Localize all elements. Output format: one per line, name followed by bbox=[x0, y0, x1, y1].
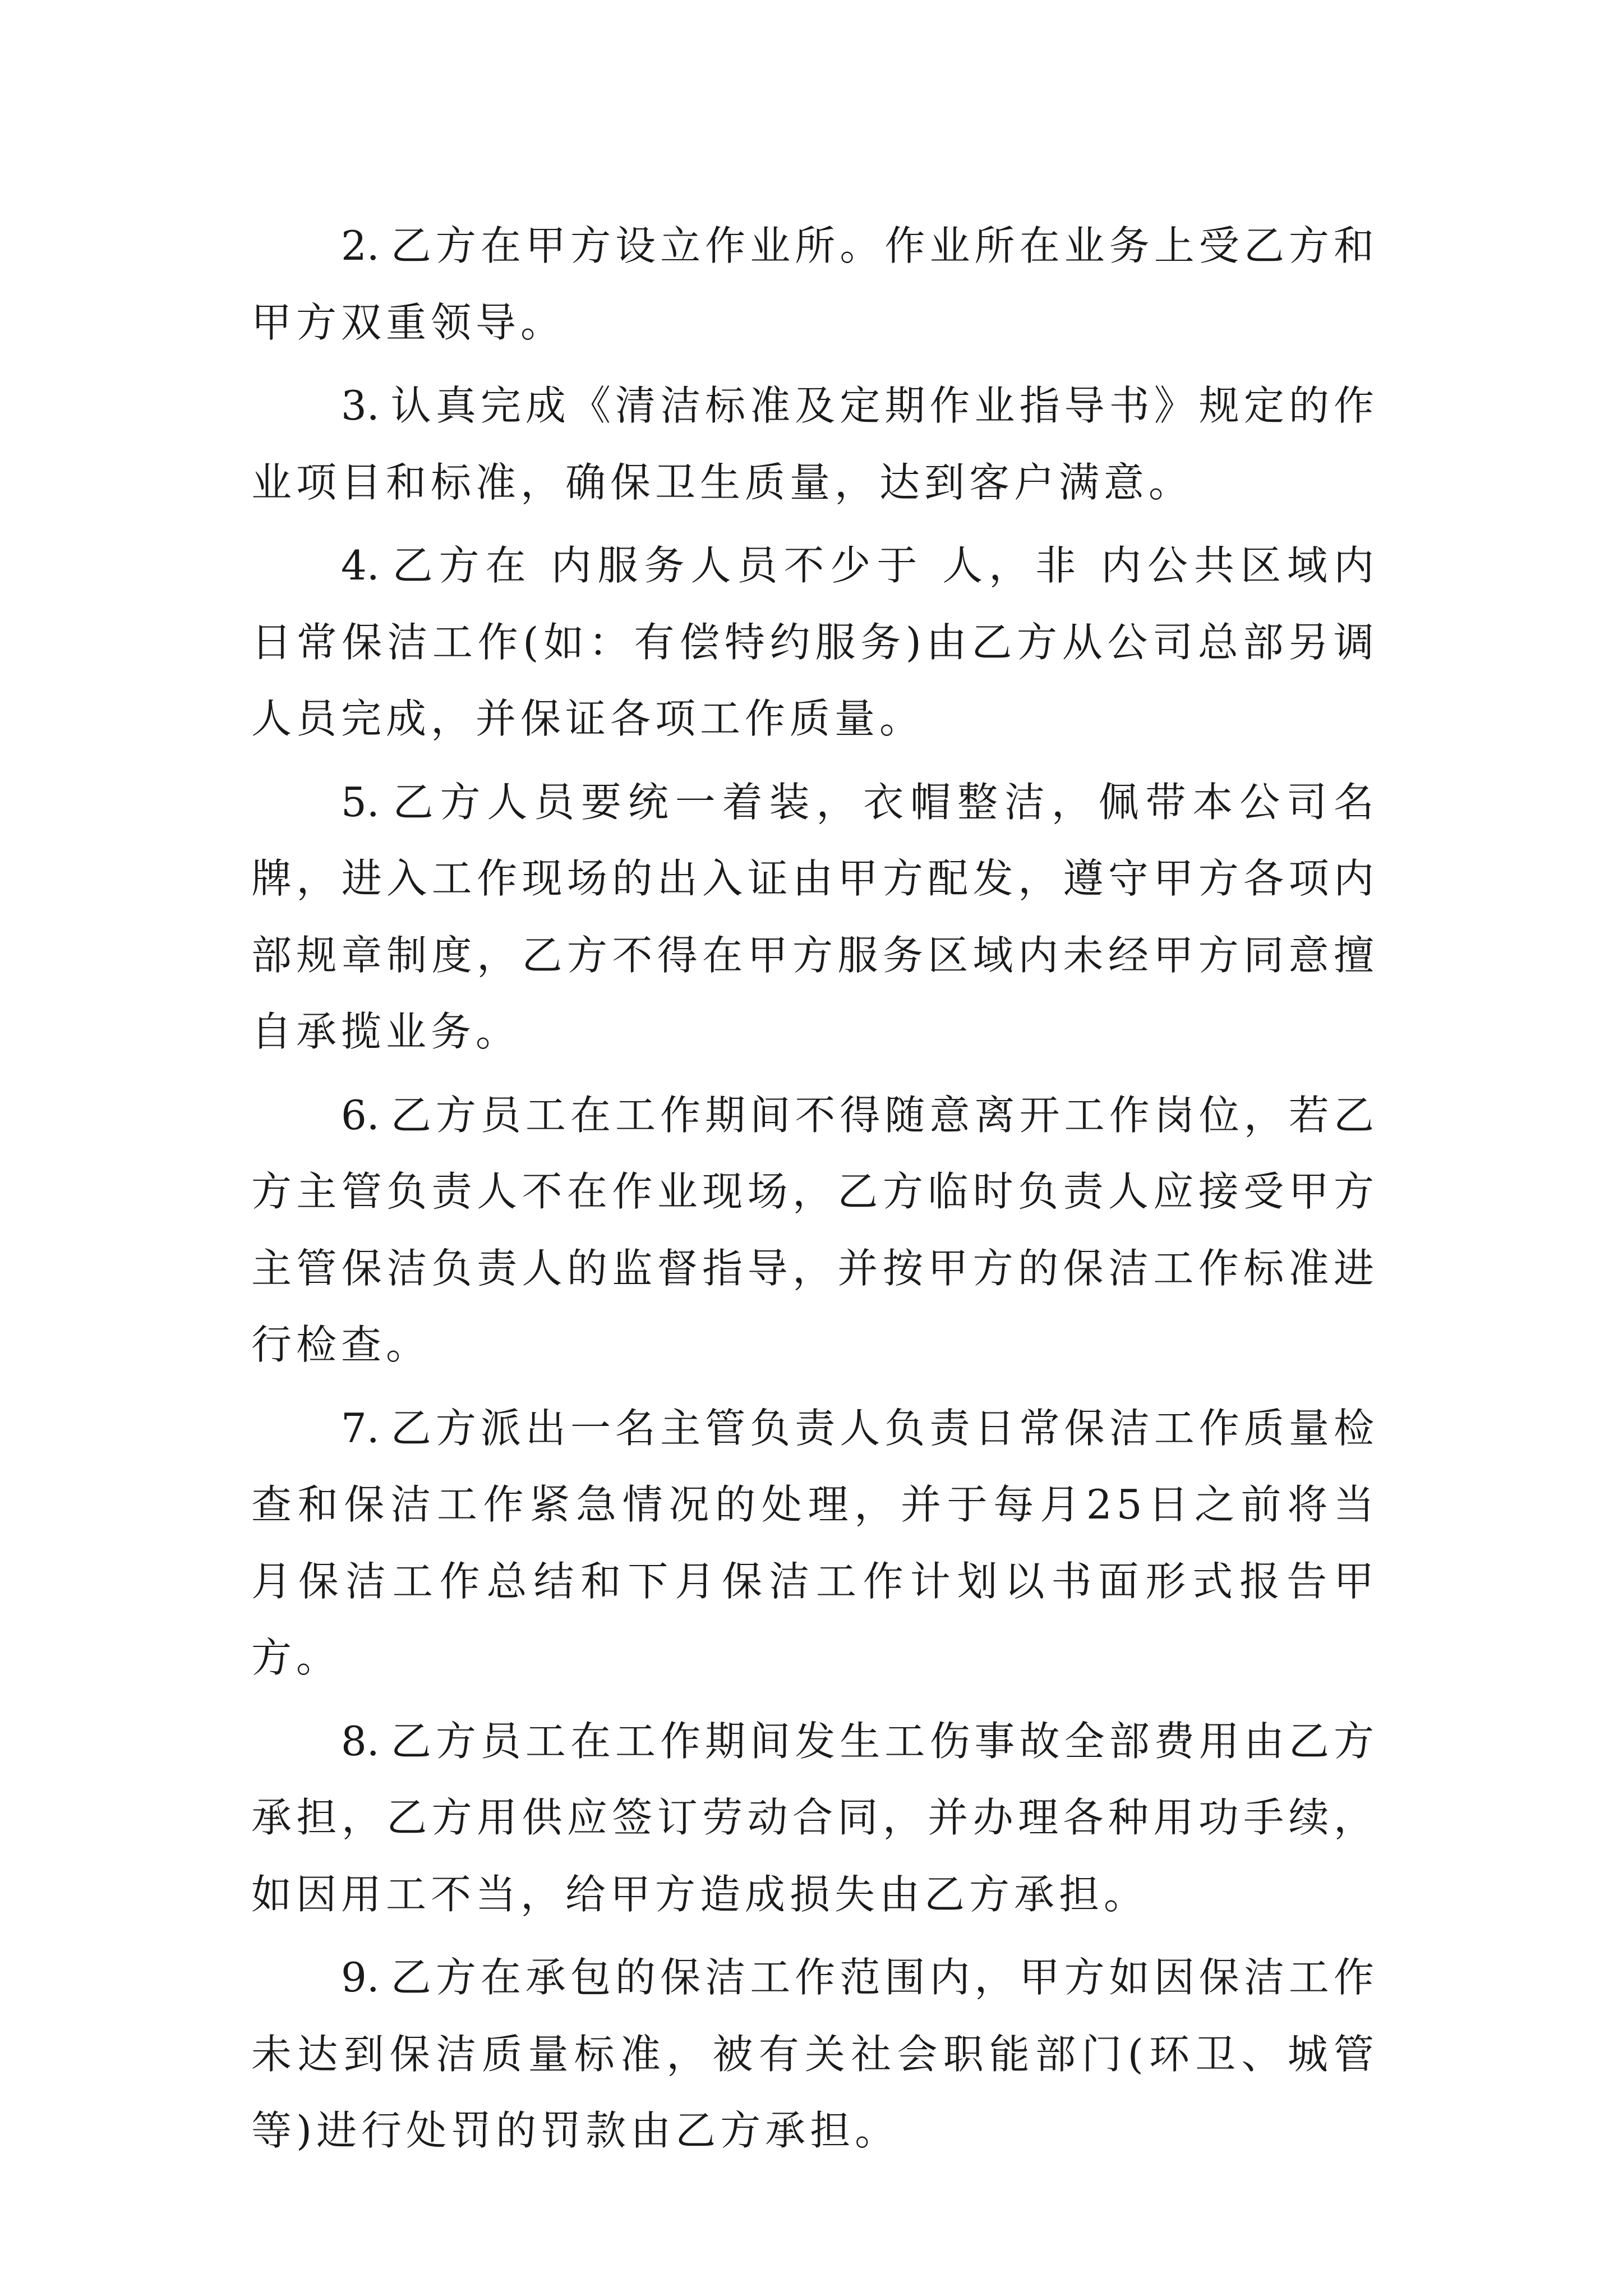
clause-text: 乙方在 内服务人员不少于 人，非 内公共区域内日常保洁工作(如：有偿特约服务)由乙方从公司总部另调人员完成，并保证各项工作质量。 bbox=[251, 542, 1378, 742]
clause-text: 乙方派出一名主管负责人负责日常保洁工作质量检查和保洁工作紧急情况的处理，并于每月25日之前将当月保洁工作总结和下月保洁工作计划以书面形式报告甲方。 bbox=[251, 1404, 1378, 1681]
clause-number: 7. bbox=[341, 1404, 380, 1452]
document-body bbox=[251, 208, 1378, 2176]
clause-number: 6. bbox=[341, 1091, 380, 1139]
clause-number: 3. bbox=[341, 382, 380, 429]
clause-number: 5. bbox=[341, 778, 380, 826]
clause-number: 9. bbox=[341, 1954, 380, 2001]
clause-5 bbox=[251, 764, 1378, 1070]
clause-7 bbox=[251, 1390, 1378, 1696]
clause-4 bbox=[251, 527, 1378, 757]
clause-3 bbox=[251, 367, 1378, 521]
clause-text: 乙方在甲方设立作业所。作业所在业务上受乙方和甲方双重领导。 bbox=[251, 222, 1378, 346]
clause-9 bbox=[251, 1939, 1378, 2169]
clause-text: 乙方人员要统一着装，衣帽整洁，佩带本公司名牌，进入工作现场的出入证由甲方配发，遵守甲方各项内部规章制度，乙方不得在甲方服务区域内未经甲方同意擅自承揽业务。 bbox=[251, 778, 1378, 1055]
clause-text: 乙方员工在工作期间发生工伤事故全部费用由乙方承担，乙方用供应签订劳动合同，并办理各种用功手续，如因用工不当，给甲方造成损失由乙方承担。 bbox=[251, 1717, 1378, 1918]
clause-6 bbox=[251, 1077, 1378, 1383]
clause-number: 2. bbox=[341, 222, 380, 269]
clause-text: 乙方在承包的保洁工作范围内，甲方如因保洁工作未达到保洁质量标准，被有关社会职能部门(环卫、城管等)进行处罚的罚款由乙方承担。 bbox=[251, 1954, 1378, 2154]
clause-2 bbox=[251, 208, 1378, 361]
clause-8 bbox=[251, 1703, 1378, 1933]
clause-text: 认真完成《清洁标准及定期作业指导书》规定的作业项目和标准，确保卫生质量，达到客户满意。 bbox=[251, 382, 1378, 506]
clause-number: 4. bbox=[341, 542, 380, 589]
clause-number: 8. bbox=[341, 1717, 380, 1765]
clause-text: 乙方员工在工作期间不得随意离开工作岗位，若乙方主管负责人不在作业现场，乙方临时负责人应接受甲方主管保洁负责人的监督指导，并按甲方的保洁工作标准进行检查。 bbox=[251, 1091, 1378, 1368]
